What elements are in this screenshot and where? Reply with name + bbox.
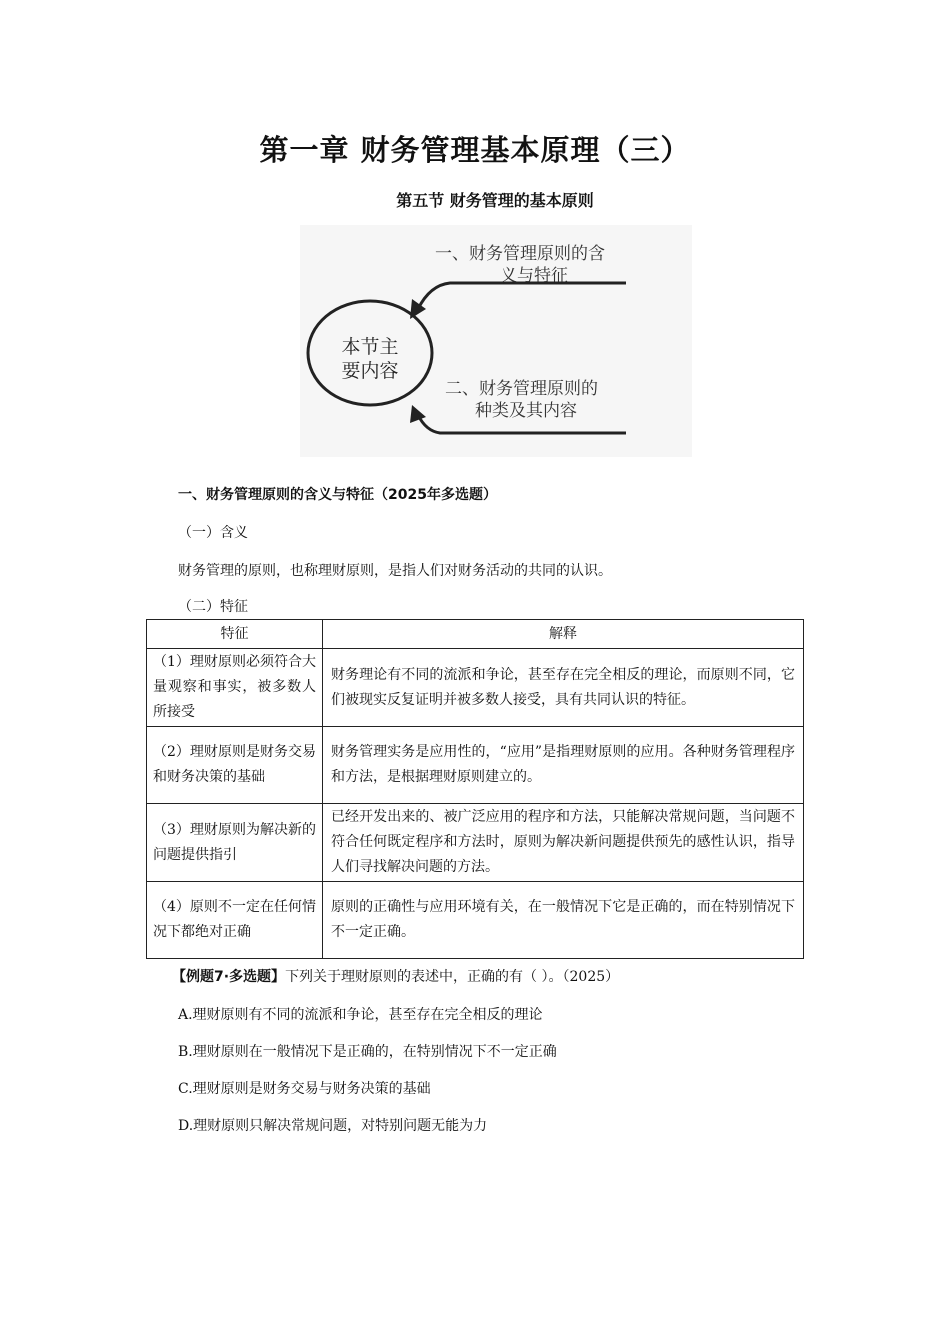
heading-meaning-features: 一、财务管理原则的含义与特征（2025年多选题）	[178, 487, 497, 503]
item1-line2: 义与特征	[500, 266, 568, 286]
table-row	[147, 804, 804, 882]
section-overview-diagram	[300, 225, 692, 457]
center-label-line2: 要内容	[341, 360, 399, 382]
explanation-cell: 财务管理实务是应用性的，“应用”是指理财原则的应用。各种财务管理程序和方法，是根据理财原则建立的。	[323, 727, 804, 804]
feature-cell: （4）原则不一定在任何情况下都绝对正确	[147, 882, 323, 959]
feature-cell: （2）理财原则是财务交易和财务决策的基础	[147, 727, 323, 804]
center-label-line1: 本节主	[341, 336, 399, 358]
example-question	[172, 966, 619, 986]
features-table	[146, 619, 804, 959]
table-row	[147, 649, 804, 727]
question-text: 下列关于理财原则的表述中，正确的有（ ）。（2025）	[285, 969, 620, 985]
feature-cell: （3）理财原则为解决新的问题提供指引	[147, 804, 323, 882]
item2-line2: 种类及其内容	[475, 401, 577, 421]
item1-line1: 一、财务管理原则的含	[435, 244, 605, 264]
section-title: 第五节 财务管理的基本原则	[396, 191, 594, 210]
item2-line1: 二、财务管理原则的	[445, 379, 598, 399]
explanation-cell: 原则的正确性与应用环境有关，在一般情况下它是正确的，而在特别情况下不一定正确。	[323, 882, 804, 959]
option-a: A.理财原则有不同的流派和争论，甚至存在完全相反的理论	[178, 1007, 543, 1023]
option-c: C.理财原则是财务交易与财务决策的基础	[178, 1081, 431, 1097]
header-explanation: 解释	[323, 620, 804, 649]
question-label: 【例题7·多选题】	[172, 969, 286, 985]
chapter-title: 第一章 财务管理基本原理（三）	[259, 133, 691, 167]
option-d: D.理财原则只解决常规问题，对特别问题无能为力	[178, 1118, 488, 1134]
option-b: B.理财原则在一般情况下是正确的，在特别情况下不一定正确	[178, 1044, 557, 1060]
definition-text: 财务管理的原则，也称理财原则，是指人们对财务活动的共同的认识。	[178, 563, 612, 579]
feature-cell: （1）理财原则必须符合大量观察和事实，被多数人所接受	[147, 649, 323, 727]
explanation-cell: 已经开发出来的、被广泛应用的程序和方法，只能解决常规问题，当问题不符合任何既定程序和方法时，原则为解决新问题提供预先的感性认识，指导人们寻找解决问题的方法。	[323, 804, 804, 882]
table-row	[147, 882, 804, 959]
header-feature: 特征	[147, 620, 323, 649]
explanation-cell: 财务理论有不同的流派和争论，甚至存在完全相反的理论，而原则不同，它们被现实反复证明并被多数人接受，具有共同认识的特征。	[323, 649, 804, 727]
subheading-meaning: （一）含义	[178, 525, 248, 541]
table-header-row	[147, 620, 804, 649]
subheading-features: （二）特征	[178, 599, 248, 615]
table-row	[147, 727, 804, 804]
